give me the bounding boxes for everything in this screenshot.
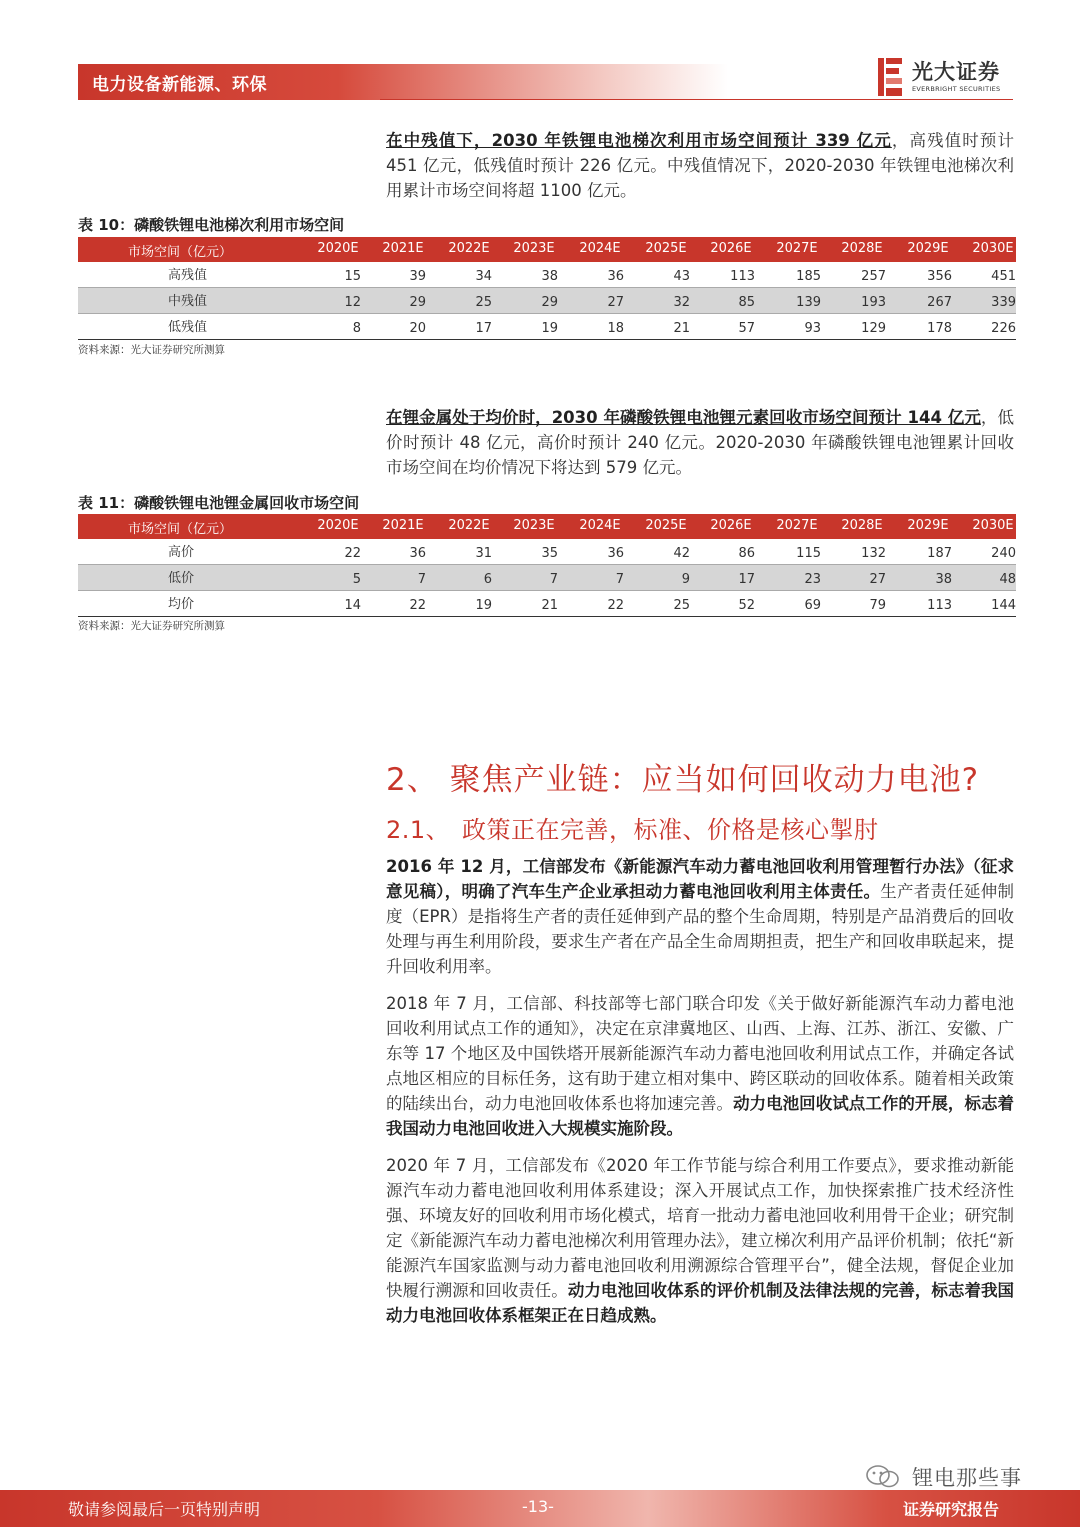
- table-row-label: 低残值: [168, 320, 208, 335]
- table-cell: 29: [409, 295, 426, 310]
- table-cell: 17: [738, 572, 755, 587]
- paragraph-3-text: 生产者责任延伸制度（EPR）是指将生产者的责任延伸到产品的整个生命周期，特别是产品消费后的回收处理与再生利用阶段，要求生产者在产品全生命周期担责，把生产和回收串联起来，提升回收利用率。: [386, 882, 1014, 976]
- paragraph-4: [386, 991, 1014, 1141]
- table-cell: 31: [475, 546, 492, 561]
- table-cell: 21: [541, 598, 558, 613]
- table-cell: 7: [549, 572, 558, 587]
- table-cell: 39: [409, 269, 426, 284]
- table-header-year: 2028E: [841, 518, 883, 533]
- paragraph-2: [386, 405, 1014, 480]
- table-cell: 6: [483, 572, 492, 587]
- table-cell: 27: [869, 572, 886, 587]
- table-cell: 7: [615, 572, 624, 587]
- table-cell: 240: [991, 546, 1016, 561]
- table-header-year: 2028E: [841, 241, 883, 256]
- table-header-year: 2024E: [579, 518, 621, 533]
- table-cell: 93: [804, 321, 821, 336]
- paragraph-3: [386, 854, 1014, 979]
- paragraph-5-text: 2020 年 7 月，工信部发布《2020 年工作节能与综合利用工作要点》，要求推动新能源汽车动力蓄电池回收利用体系建设；深入开展试点工作，加快探索推广技术经济性强、环境友好的回收利用市场化模式，培育一批动力蓄电池回收利用骨干企业；研究制定《新能源汽车动力蓄电池梯次利用管理办法》，建立梯次利用产品评价机制；依托“新能源汽车国家监测与动力蓄电池回收利用溯源综合管理平台”，健全法规，督促企业加快履行溯源和回收责任。: [386, 1156, 1014, 1300]
- table-header-year: 2030E: [972, 518, 1014, 533]
- table-cell: 36: [607, 269, 624, 284]
- table-cell: 22: [409, 598, 426, 613]
- table-row: [78, 539, 1016, 565]
- table-cell: 38: [935, 572, 952, 587]
- table-cell: 18: [607, 321, 624, 336]
- table-cell: 23: [804, 572, 821, 587]
- table-cell: 132: [861, 546, 886, 561]
- table-row: [78, 565, 1016, 591]
- logo-subtitle: EVERBRIGHT SECURITIES: [912, 85, 1001, 93]
- table-header-year: 2029E: [907, 241, 949, 256]
- table-cell: 86: [738, 546, 755, 561]
- table-cell: 14: [344, 598, 361, 613]
- paragraph-2-key-point: 在锂金属处于均价时，2030 年磷酸铁锂电池锂元素回收市场空间预计 144 亿元: [386, 408, 981, 427]
- table-10: [78, 237, 1016, 340]
- table-header-year: 2020E: [317, 241, 359, 256]
- table-row: [78, 262, 1016, 288]
- table-cell: 29: [541, 295, 558, 310]
- table-cell: 115: [796, 546, 821, 561]
- table-10-title: 表 10：磷酸铁锂电池梯次利用市场空间: [78, 216, 345, 234]
- table-cell: 226: [991, 321, 1016, 336]
- watermark-text: 锂电那些事: [912, 1466, 1022, 1490]
- paragraph-4-text: 2018 年 7 月，工信部、科技部等七部门联合印发《关于做好新能源汽车动力蓄电池回收利用试点工作的通知》，决定在京津冀地区、山西、上海、江苏、浙江、安徽、广东等 17 个地区及中国铁塔开展新能源汽车动力蓄电池回收利用试点工作，并确定各试点地区相应的目标任务，这有助于建立相对集中、跨区联动的回收体系。随着相关政策的陆续出台，动力电池回收体系也将加速完善。: [386, 994, 1014, 1113]
- table-cell: 21: [673, 321, 690, 336]
- table-header-year: 2021E: [382, 518, 424, 533]
- table-row: [78, 591, 1016, 617]
- table-header-year: 2029E: [907, 518, 949, 533]
- table-cell: 19: [475, 598, 492, 613]
- table-cell: 451: [991, 269, 1016, 284]
- table-cell: 69: [804, 598, 821, 613]
- table-cell: 12: [344, 295, 361, 310]
- table-cell: 356: [927, 269, 952, 284]
- table-header-year: 2020E: [317, 518, 359, 533]
- table-header-year: 2022E: [448, 241, 490, 256]
- table-cell: 22: [607, 598, 624, 613]
- table-cell: 267: [927, 295, 952, 310]
- table-row: [78, 288, 1016, 314]
- table-header-year: 2024E: [579, 241, 621, 256]
- table-cell: 15: [344, 269, 361, 284]
- table-cell: 35: [541, 546, 558, 561]
- table-cell: 85: [738, 295, 755, 310]
- paragraph-4-key-point: 动力电池回收试点工作的开展，标志着我国动力电池回收进入大规模实施阶段。: [386, 1094, 1015, 1138]
- table-cell: 48: [999, 572, 1016, 587]
- table-cell: 27: [607, 295, 624, 310]
- table-cell: 113: [927, 598, 952, 613]
- table-cell: 34: [475, 269, 492, 284]
- page-number: -13-: [522, 1497, 554, 1516]
- table-cell: 25: [673, 598, 690, 613]
- report-category: 电力设备新能源、环保: [92, 75, 267, 95]
- paragraph-1-text: ，高残值时预计 451 亿元，低残值时预计 226 亿元。中残值情况下，2020-2030 年铁锂电池梯次利用累计市场空间将超 1100 亿元。: [386, 131, 1014, 200]
- table-cell: 129: [861, 321, 886, 336]
- table-cell: 36: [409, 546, 426, 561]
- table-cell: 42: [673, 546, 690, 561]
- paragraph-1-key-point: 在中残值下，2030 年铁锂电池梯次利用市场空间预计 339 亿元: [386, 131, 892, 150]
- everbright-logo-icon: [878, 58, 902, 96]
- table-row-label: 低价: [168, 571, 195, 586]
- table-row: [78, 314, 1016, 340]
- table-11-source: 资料来源：光大证券研究所测算: [78, 620, 225, 632]
- table-row-label: 中残值: [168, 294, 208, 309]
- table-header-year: 2023E: [513, 241, 555, 256]
- table-cell: 17: [475, 321, 492, 336]
- table-cell: 19: [541, 321, 558, 336]
- table-header-year: 2027E: [776, 518, 818, 533]
- paragraph-5-key-point: 动力电池回收体系的评价机制及法律法规的完善，标志着我国动力电池回收体系框架正在日趋成熟。: [386, 1281, 1015, 1325]
- table-header-row: [78, 237, 1016, 262]
- table-cell: 22: [344, 546, 361, 561]
- table-cell: 113: [730, 269, 755, 284]
- table-cell: 9: [681, 572, 690, 587]
- paragraph-3-key-point: 2016 年 12 月，工信部发布《新能源汽车动力蓄电池回收利用管理暂行办法》（征求意见稿），明确了汽车生产企业承担动力蓄电池回收利用主体责任。: [386, 857, 1014, 901]
- table-10-source: 资料来源：光大证券研究所测算: [78, 344, 225, 356]
- table-header-label: 市场空间（亿元）: [128, 245, 233, 260]
- table-cell: 32: [673, 295, 690, 310]
- table-cell: 178: [927, 321, 952, 336]
- table-row-label: 高价: [168, 545, 195, 560]
- table-cell: 57: [738, 321, 755, 336]
- table-cell: 185: [796, 269, 821, 284]
- table-11-title: 表 11：磷酸铁锂电池锂金属回收市场空间: [78, 494, 360, 512]
- table-header-year: 2030E: [972, 241, 1014, 256]
- table-cell: 8: [352, 321, 361, 336]
- paragraph-5: [386, 1153, 1014, 1328]
- table-header-year: 2022E: [448, 518, 490, 533]
- table-header-row: [78, 514, 1016, 539]
- table-cell: 144: [991, 598, 1016, 613]
- table-cell: 20: [409, 321, 426, 336]
- section-heading: 2、 聚焦产业链：应当如何回收动力电池?: [386, 762, 980, 798]
- subsection-title: 政策正在完善，标准、价格是核心掣肘: [462, 816, 879, 844]
- logo-name: 光大证券: [912, 60, 1000, 84]
- table-cell: 79: [869, 598, 886, 613]
- table-11: [78, 514, 1016, 617]
- table-row-label: 高残值: [168, 268, 208, 283]
- table-cell: 339: [991, 295, 1016, 310]
- table-header-year: 2025E: [645, 518, 687, 533]
- subsection-heading: [386, 810, 879, 845]
- table-header-year: 2021E: [382, 241, 424, 256]
- brand-logo: [878, 56, 1018, 100]
- table-cell: 187: [927, 546, 952, 561]
- table-header-label: 市场空间（亿元）: [128, 522, 233, 537]
- table-header-year: 2027E: [776, 241, 818, 256]
- table-header-year: 2026E: [710, 518, 752, 533]
- table-cell: 36: [607, 546, 624, 561]
- table-cell: 25: [475, 295, 492, 310]
- table-cell: 43: [673, 269, 690, 284]
- wechat-icon: [864, 1464, 904, 1490]
- table-cell: 193: [861, 295, 886, 310]
- table-header-year: 2023E: [513, 518, 555, 533]
- table-cell: 52: [738, 598, 755, 613]
- table-cell: 257: [861, 269, 886, 284]
- table-header-year: 2026E: [710, 241, 752, 256]
- table-header-year: 2025E: [645, 241, 687, 256]
- table-cell: 5: [352, 572, 361, 587]
- table-cell: 139: [796, 295, 821, 310]
- table-cell: 7: [417, 572, 426, 587]
- paragraph-2-text: ，低价时预计 48 亿元，高价时预计 240 亿元。2020-2030 年磷酸铁锂电池锂累计回收市场空间在均价情况下将达到 579 亿元。: [386, 408, 1014, 477]
- subsection-number: 2.1、: [386, 816, 451, 844]
- footer-report-type: 证券研究报告: [903, 1500, 1000, 1519]
- table-cell: 38: [541, 269, 558, 284]
- footer-disclaimer: 敬请参阅最后一页特别声明: [68, 1500, 261, 1519]
- paragraph-1: [386, 128, 1014, 203]
- table-row-label: 均价: [168, 597, 195, 612]
